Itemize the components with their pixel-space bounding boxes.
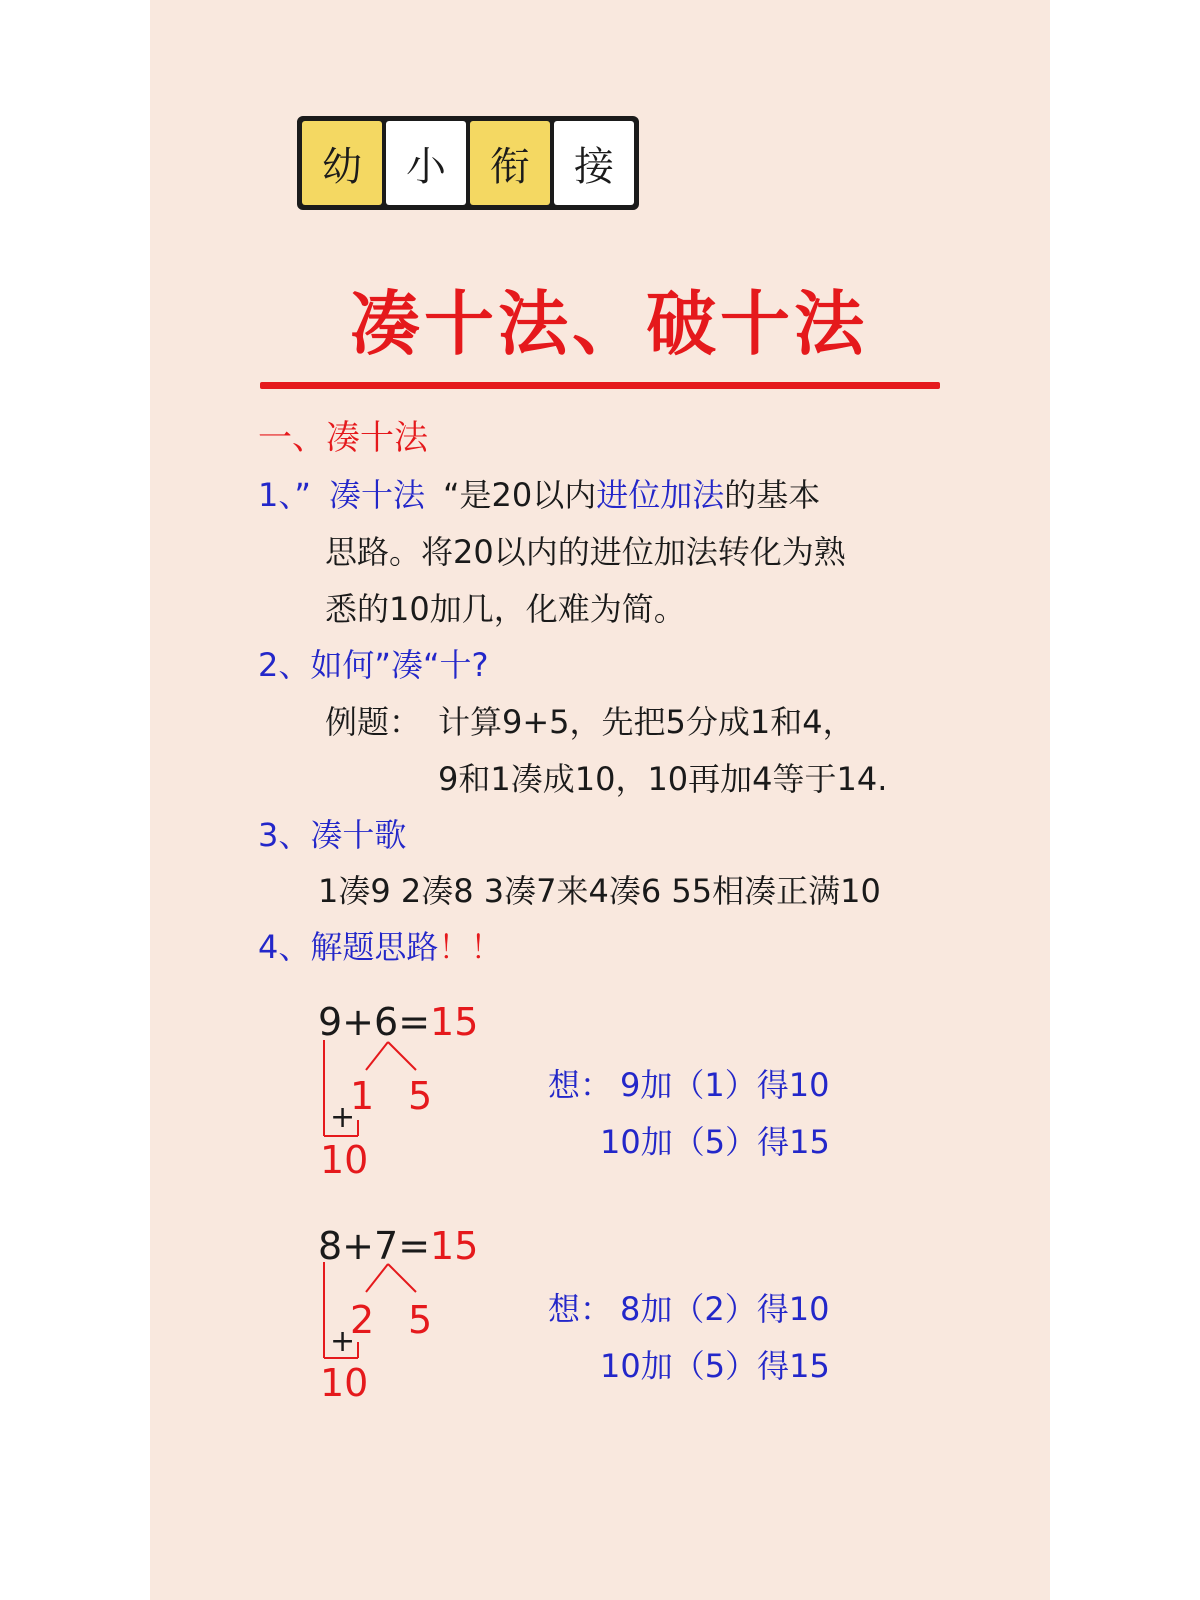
item4-exclaim: ！！ <box>438 928 503 966</box>
item2-example-label: 例题： <box>325 703 422 741</box>
item2-heading: 2、如何”凑“十? <box>258 646 489 684</box>
problem-answer: 15 <box>430 1224 479 1268</box>
item1-text-a: 是20以内 <box>459 476 597 514</box>
section-heading: 一、凑十法 <box>258 418 428 458</box>
item1-term2: 进位加法 <box>596 476 725 514</box>
item1-text-b: 的基本 <box>724 476 821 514</box>
item1-line2: 思路。将20以内的进位加法转化为熟 <box>325 533 846 571</box>
problem-expr: 8+7= <box>318 1224 431 1268</box>
item4-heading: 4、解题思路 <box>258 928 439 966</box>
plus-sign: + <box>330 1324 356 1359</box>
problem-expression <box>318 1000 478 1044</box>
plus-sign: + <box>330 1100 356 1135</box>
split-right: 5 <box>408 1298 433 1342</box>
header-tile: 幼 <box>302 121 382 205</box>
ten-result: 10 <box>320 1138 369 1182</box>
problem-answer: 15 <box>430 1000 479 1044</box>
item3-song: 1凑9 2凑8 3凑7来4凑6 55相凑正满10 <box>318 872 881 910</box>
page-title: 凑十法、破十法 <box>350 283 868 365</box>
header-tile: 衔 <box>470 121 550 205</box>
item3-heading: 3、凑十歌 <box>258 816 407 854</box>
ten-result: 10 <box>320 1361 369 1405</box>
item2-example-line1: 计算9+5，先把5分成1和4， <box>438 703 855 741</box>
item1-line1 <box>258 470 820 516</box>
think-line1: 9加（1）得10 <box>620 1066 830 1104</box>
item1-term: 凑十法 <box>328 476 425 514</box>
item2-example-line2: 9和1凑成10，10再加4等于14. <box>438 760 888 798</box>
header-tile: 小 <box>386 121 466 205</box>
split-right: 5 <box>408 1074 433 1118</box>
split-left: 2 <box>350 1298 375 1342</box>
item1-quote-open: ” <box>294 476 311 514</box>
header-tiles <box>297 116 639 210</box>
think-label: 想： <box>548 1290 613 1328</box>
think-label: 想： <box>548 1066 613 1104</box>
think-line1: 8加（2）得10 <box>620 1290 830 1328</box>
think-line2: 10加（5）得15 <box>600 1347 830 1385</box>
item1-quote-close: “ <box>442 476 460 514</box>
split-left: 1 <box>350 1074 375 1118</box>
title-underline <box>260 382 940 389</box>
problem-expr: 9+6= <box>318 1000 431 1044</box>
item1-line3: 悉的10加几，化难为简。 <box>325 590 686 628</box>
header-tile: 接 <box>554 121 634 205</box>
think-line2: 10加（5）得15 <box>600 1123 830 1161</box>
item4-heading-line <box>258 922 502 968</box>
item1-number: 1、 <box>258 476 295 514</box>
